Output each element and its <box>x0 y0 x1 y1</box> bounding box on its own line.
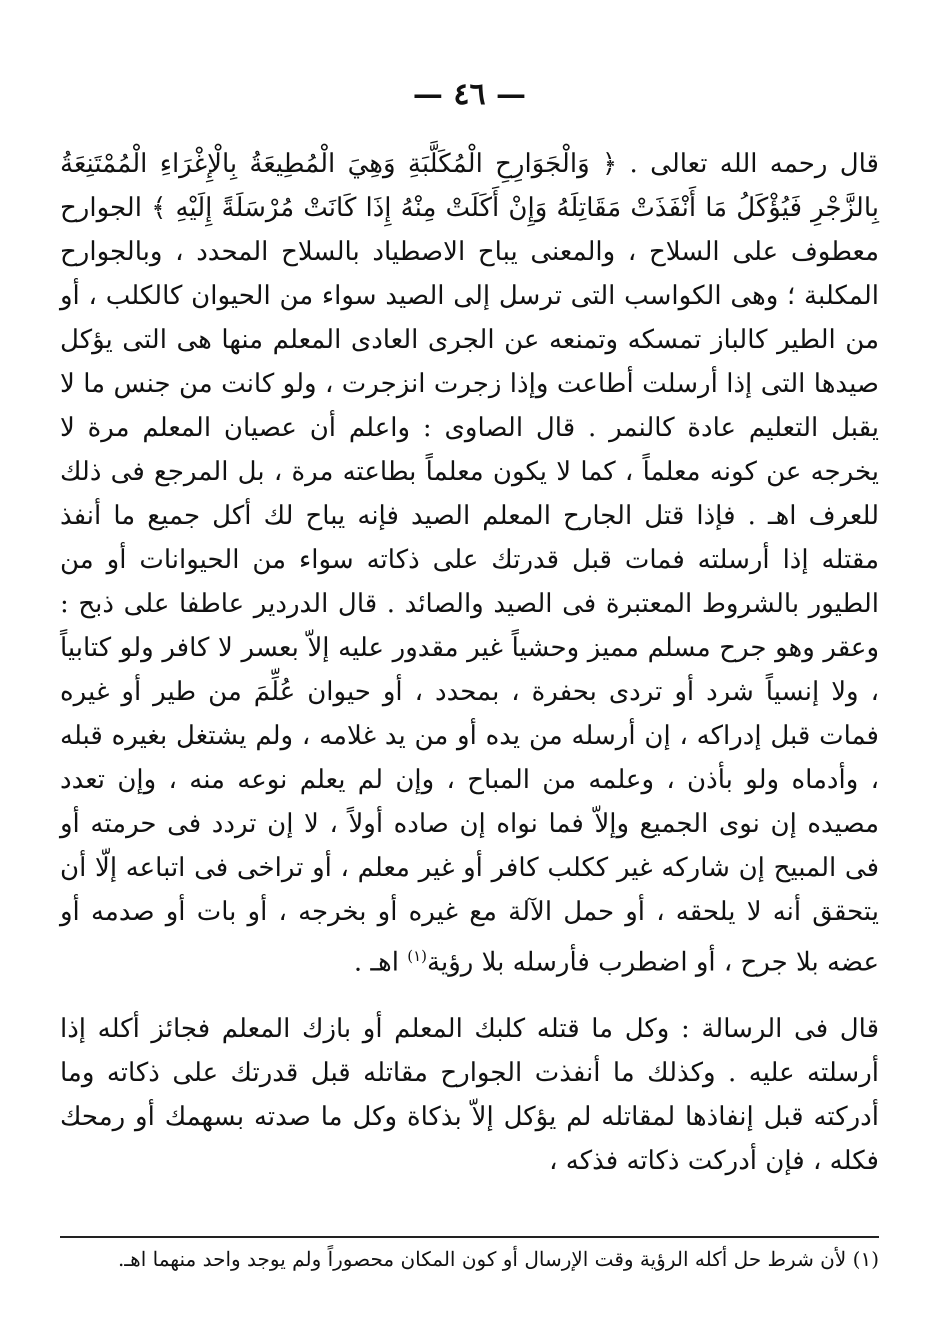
footnote-ref: (١) <box>407 947 428 965</box>
footnote: (١) لأن شرط حل أكله الرؤية وقت الإرسال أو كون المكان محصوراً ولم يوجد واحد منهما اهـ. <box>117 1247 879 1271</box>
footnote-divider <box>60 1236 879 1238</box>
paragraph-1 <box>60 142 879 985</box>
paragraph-2: قال فى الرسالة : وكل ما قتله كلبك المعلم أو بازك المعلم فجائز أكله إذا أرسلته عليه . وكذلك ما أنفذت الجوارح مقاتله قبل قدرتك على ذكاته وما أدركته قبل إنفاذها لمقاتله لم يؤكل إلاّ بذكاة وكل ما صدته بسهمك أو رمحك فكله ، فإن أدركت ذكاته فذكه ، <box>60 1013 879 1176</box>
document-page <box>60 70 879 1310</box>
paragraph-1-text: قال رحمه الله تعالى . ﴿ وَالْجَوَارِحِ الْمُكَلَّبَةِ وَهِيَ الْمُطِيعَةُ بِالْإِغْرَاءِ الْمُمْتَنِعَةُ بِالزَّجْرِ فَيُؤْكَلُ مَا أَنْفَذَتْ مَقَاتِلَهُ وَإِنْ أَكَلَتْ مِنْهُ إِذَا كَانَتْ مُرْسَلَةً إِلَيْهِ ﴾ الجوارح معطوف على السلاح ، والمعنى يباح الاصطياد بالسلاح المحدد ، وبالجوارح المكلبة ؛ وهى الكواسب التى ترسل إلى الصيد سواء من الحيوان كالكلب ، أو من الطير كالباز تمسكه وتمنعه عن الجرى العادى المعلم منها هى التى يؤكل صيدها التى إذا أرسلت أطاعت وإذا زجرت انزجرت ، ولو كانت من جنس ما لا يقبل التعليم عادة كالنمر . قال الصاوى : واعلم أن عصيان المعلم مرة لا يخرجه عن كونه معلماً ، كما لا يكون معلماً بطاعته مرة ، بل المرجع فى ذلك للعرف اهـ . فإذا قتل الجارح المعلم الصيد فإنه يباح لك أكل جميع ما أنفذ مقتله إذا أرسلته فمات قبل قدرتك على ذكاته سواء من الحيوانات أو من الطيور بالشروط المعتبرة فى الصيد والصائد . قال الدردير عاطفا على ذبح : وعقر وهو جرح مسلم مميز وحشياً غير مقدور عليه إلاّ بعسر لا كافر ولو كتابياً ، ولا إنسياً شرد أو تردى بحفرة ، بمحدد ، أو حيوان عُلِّمَ من طير أو غيره فمات قبل إدراكه ، إن أرسله من يده أو من يد غلامه ، ولم يشتغل بغيره قبله ، وأدماه ولو بأذن ، وعلمه من المباح ، وإن لم يعلم نوعه منه ، وإن تعدد مصيده إن نوى الجميع وإلاّ فما نواه إن صاده أولاً ، لا إن تردد فى حرمته أو فى المبيح إن شاركه غير ككلب كافر أو غير معلم ، أو تراخى فى اتباعه إلّا أن يتحقق أنه لا يلحقه ، أو حمل الآلة مع غيره أو بخرجه ، أو بات أو صدمه أو عضه بلا جرح ، أو اضطرب فأرسله بلا رؤية <box>60 149 879 978</box>
paragraph-1-end: اهـ . <box>353 947 408 978</box>
page-number: — ٤٦ — <box>412 77 527 112</box>
